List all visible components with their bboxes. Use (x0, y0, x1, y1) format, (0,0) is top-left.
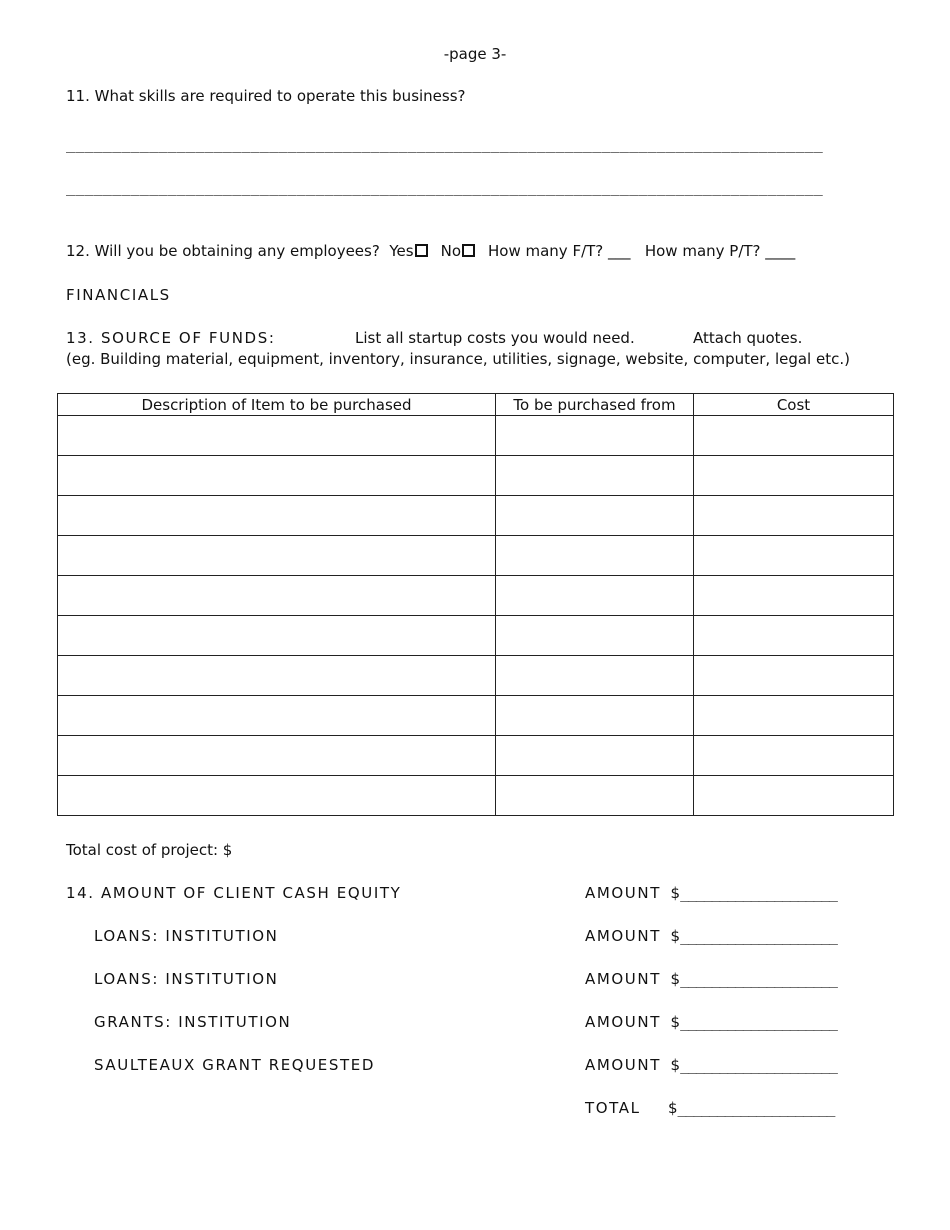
table-row (58, 576, 894, 616)
table-row (58, 736, 894, 776)
attach-quotes-note: Attach quotes. (693, 329, 803, 347)
cell-purchased-from[interactable] (496, 416, 694, 456)
table-row (58, 456, 894, 496)
financials-heading: FINANCIALS (66, 286, 171, 304)
page-number: -page 3- (443, 45, 507, 63)
amount-label: AMOUNT (585, 970, 661, 988)
source-of-funds-title: 13. SOURCE OF FUNDS: (66, 329, 276, 347)
total-label: TOTAL (585, 1099, 641, 1117)
cell-description[interactable] (58, 696, 496, 736)
cell-description[interactable] (58, 496, 496, 536)
cell-description[interactable] (58, 656, 496, 696)
cell-cost[interactable] (694, 736, 894, 776)
no-checkbox[interactable] (462, 244, 475, 257)
loans-institution-2-label: LOANS: INSTITUTION (94, 970, 279, 988)
table-row (58, 696, 894, 736)
amount-blank[interactable]: ____________________ (680, 1056, 837, 1074)
currency-symbol: $ (670, 970, 681, 988)
yes-label: Yes (389, 242, 414, 260)
table-row (58, 416, 894, 456)
amount-field-row[interactable] (585, 884, 837, 902)
table-row (58, 496, 894, 536)
cell-description[interactable] (58, 416, 496, 456)
table-row (58, 656, 894, 696)
question-12-text: 12. Will you be obtaining any employees? (66, 242, 380, 260)
amount-field-row[interactable] (585, 970, 837, 988)
cell-purchased-from[interactable] (496, 736, 694, 776)
question-12-employees (66, 242, 795, 260)
startup-costs-instruction: List all startup costs you would need. (355, 329, 635, 347)
cell-purchased-from[interactable] (496, 656, 694, 696)
cell-cost[interactable] (694, 416, 894, 456)
table-row (58, 776, 894, 816)
table-row (58, 536, 894, 576)
cell-cost[interactable] (694, 696, 894, 736)
cell-cost[interactable] (694, 576, 894, 616)
cell-description[interactable] (58, 576, 496, 616)
grants-institution-label: GRANTS: INSTITUTION (94, 1013, 292, 1031)
cell-cost[interactable] (694, 616, 894, 656)
amount-label: AMOUNT (585, 884, 661, 902)
table-row (58, 616, 894, 656)
cell-cost[interactable] (694, 536, 894, 576)
cell-description[interactable] (58, 456, 496, 496)
amount-label: AMOUNT (585, 1013, 661, 1031)
answer-line-1[interactable]: __________________________________________________________________________________ (66, 135, 823, 153)
cell-description[interactable] (58, 616, 496, 656)
answer-line-2[interactable]: __________________________________________________________________________________ (66, 178, 823, 196)
amount-blank[interactable]: ____________________ (680, 927, 837, 945)
pt-count-field[interactable]: How many P/T? ____ (644, 242, 796, 260)
cell-description[interactable] (58, 776, 496, 816)
amount-blank[interactable]: ____________________ (680, 1013, 837, 1031)
ft-count-field[interactable]: How many F/T? ___ (488, 242, 631, 260)
total-blank[interactable]: ____________________ (677, 1099, 835, 1117)
question-11-skills: 11. What skills are required to operate this business? (66, 87, 466, 105)
amount-label: AMOUNT (585, 927, 661, 945)
currency-symbol: $ (670, 1056, 681, 1074)
amount-blank[interactable]: ____________________ (680, 884, 837, 902)
cell-purchased-from[interactable] (496, 496, 694, 536)
startup-examples: (eg. Building material, equipment, inventory, insurance, utilities, signage, website, computer, legal etc.) (66, 350, 850, 368)
currency-symbol: $ (670, 884, 681, 902)
cell-purchased-from[interactable] (496, 696, 694, 736)
total-field-row[interactable] (585, 1099, 834, 1117)
cell-description[interactable] (58, 736, 496, 776)
cell-purchased-from[interactable] (496, 456, 694, 496)
yes-checkbox[interactable] (415, 244, 428, 257)
cell-cost[interactable] (694, 496, 894, 536)
cell-purchased-from[interactable] (496, 536, 694, 576)
header-purchased-from: To be purchased from (496, 394, 694, 416)
cell-cost[interactable] (694, 656, 894, 696)
startup-costs-table (57, 393, 894, 816)
amount-blank[interactable]: ____________________ (680, 970, 837, 988)
cell-cost[interactable] (694, 776, 894, 816)
cell-description[interactable] (58, 536, 496, 576)
currency-symbol: $ (668, 1099, 678, 1117)
saulteaux-grant-label: SAULTEAUX GRANT REQUESTED (94, 1056, 375, 1074)
cell-purchased-from[interactable] (496, 616, 694, 656)
header-description: Description of Item to be purchased (58, 394, 496, 416)
total-project-cost: Total cost of project: $ (66, 841, 233, 859)
header-cost: Cost (694, 394, 894, 416)
cell-purchased-from[interactable] (496, 776, 694, 816)
currency-symbol: $ (670, 927, 681, 945)
amount-field-row[interactable] (585, 1013, 837, 1031)
amount-label: AMOUNT (585, 1056, 661, 1074)
client-cash-equity-label: 14. AMOUNT OF CLIENT CASH EQUITY (66, 884, 402, 902)
amount-field-row[interactable] (585, 927, 837, 945)
cell-purchased-from[interactable] (496, 576, 694, 616)
loans-institution-1-label: LOANS: INSTITUTION (94, 927, 279, 945)
amount-field-row[interactable] (585, 1056, 837, 1074)
cell-cost[interactable] (694, 456, 894, 496)
no-label: No (440, 242, 461, 260)
table-header-row (58, 394, 894, 416)
currency-symbol: $ (670, 1013, 681, 1031)
